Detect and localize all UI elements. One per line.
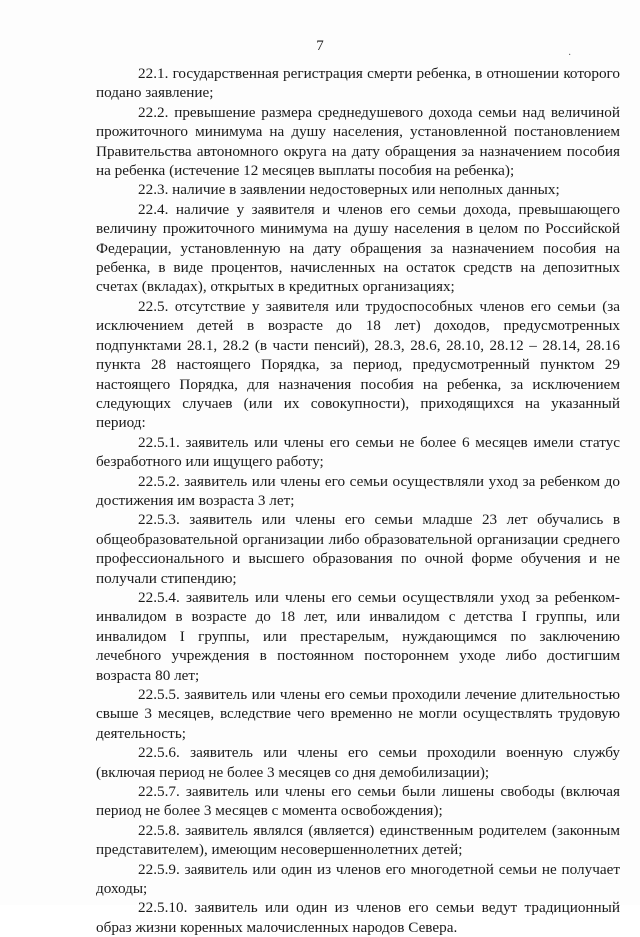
paragraph-22-5-1: 22.5.1. заявитель или члены его семьи не более 6 месяцев имели статус безработного или ищущего работу; [96,433,620,471]
paragraph-22-3: 22.3. наличие в заявлении недостоверных или неполных данных; [138,181,560,199]
paragraph-22-5-4: 22.5.4. заявитель или члены его семьи осуществляли уход за ребенком-инвалидом в возрасте до 18 лет, или инвалидом с детства I группы, или инвалидом I группы, или престарелым, нуждающимся по заключению лечебного учреждения в постоянном постороннем уходе либо достигшим возраста 80 лет; [96,588,620,684]
paragraph-22-5-9: 22.5.9. заявитель или один из членов его многодетной семьи не получает доходы; [96,860,620,898]
scan-mark: · [568,50,572,61]
paragraph-22-1: 22.1. государственная регистрация смерти ребенка, в отношении которого подано заявление; [96,65,620,102]
paragraph-22-5-3: 22.5.3. заявитель или члены его семьи младше 23 лет обучались в общеобразовательной организации либо образовательной организации среднего профессионального и высшего образования по очной форме обучения и не получали стипендию; [96,511,620,587]
paragraph-22-5-7: 22.5.7. заявитель или члены его семьи были лишены свободы (включая период не более 3 месяцев с момента освобождения); [96,783,620,820]
paragraph-22-5-2: 22.5.2. заявитель или члены его семьи осуществляли уход за ребенком до достижения им возраста 3 лет; [96,472,620,509]
paragraph-22-5-10: 22.5.10. заявитель или один из членов его семьи ведут традиционный образ жизни коренных малочисленных народов Севера. [96,899,620,936]
paragraph-22-5-8: 22.5.8. заявитель являлся (является) единственным родителем (законным представителем), имеющим несовершеннолетних детей; [96,821,620,859]
paragraph-22-5-6: 22.5.6. заявитель или члены его семьи проходили военную службу (включая период не более 3 месяцев со дня демобилизации); [96,744,620,781]
document-body [96,64,620,937]
paragraph-22-5: 22.5. отсутствие у заявителя или трудоспособных членов его семьи (за исключением детей в возрасте до 18 лет) доходов, предусмотренных подпунктами 28.1, 28.2 (в части пенсий), 28.3, 28.6, 28.10, 28.12 – 28.14, 28.16 пункта 28 настоящего Порядка, за период, предусмотренный пунктом 29 настоящего Порядка, для назначения пособия на ребенка, за исключением следующих случаев (или их совокупности), приходящихся на указанный период: [96,297,620,432]
paragraph-22-4: 22.4. наличие у заявителя и членов его семьи дохода, превышающего величину прожиточного минимума на душу населения в целом по Российской Федерации, установленную на дату обращения за назначением пособия на ребенка, в виде процентов, начисленных на остаток средств на депозитных счетах (вкладах), открытых в кредитных организациях; [96,200,620,296]
paragraph-22-2: 22.2. превышение размера среднедушевого дохода семьи над величиной прожиточного минимума на душу населения, установленной постановлением Правительства автономного округа на дату обращения за назначением пособия на ребенка (истечение 12 месяцев выплаты пособия на ребенка); [96,103,620,180]
paragraph-22-5-5: 22.5.5. заявитель или члены его семьи проходили лечение длительностью свыше 3 месяцев, вследствие чего временно не могли осуществлять трудовую деятельность; [96,686,620,742]
page-number: 7 [316,38,324,54]
